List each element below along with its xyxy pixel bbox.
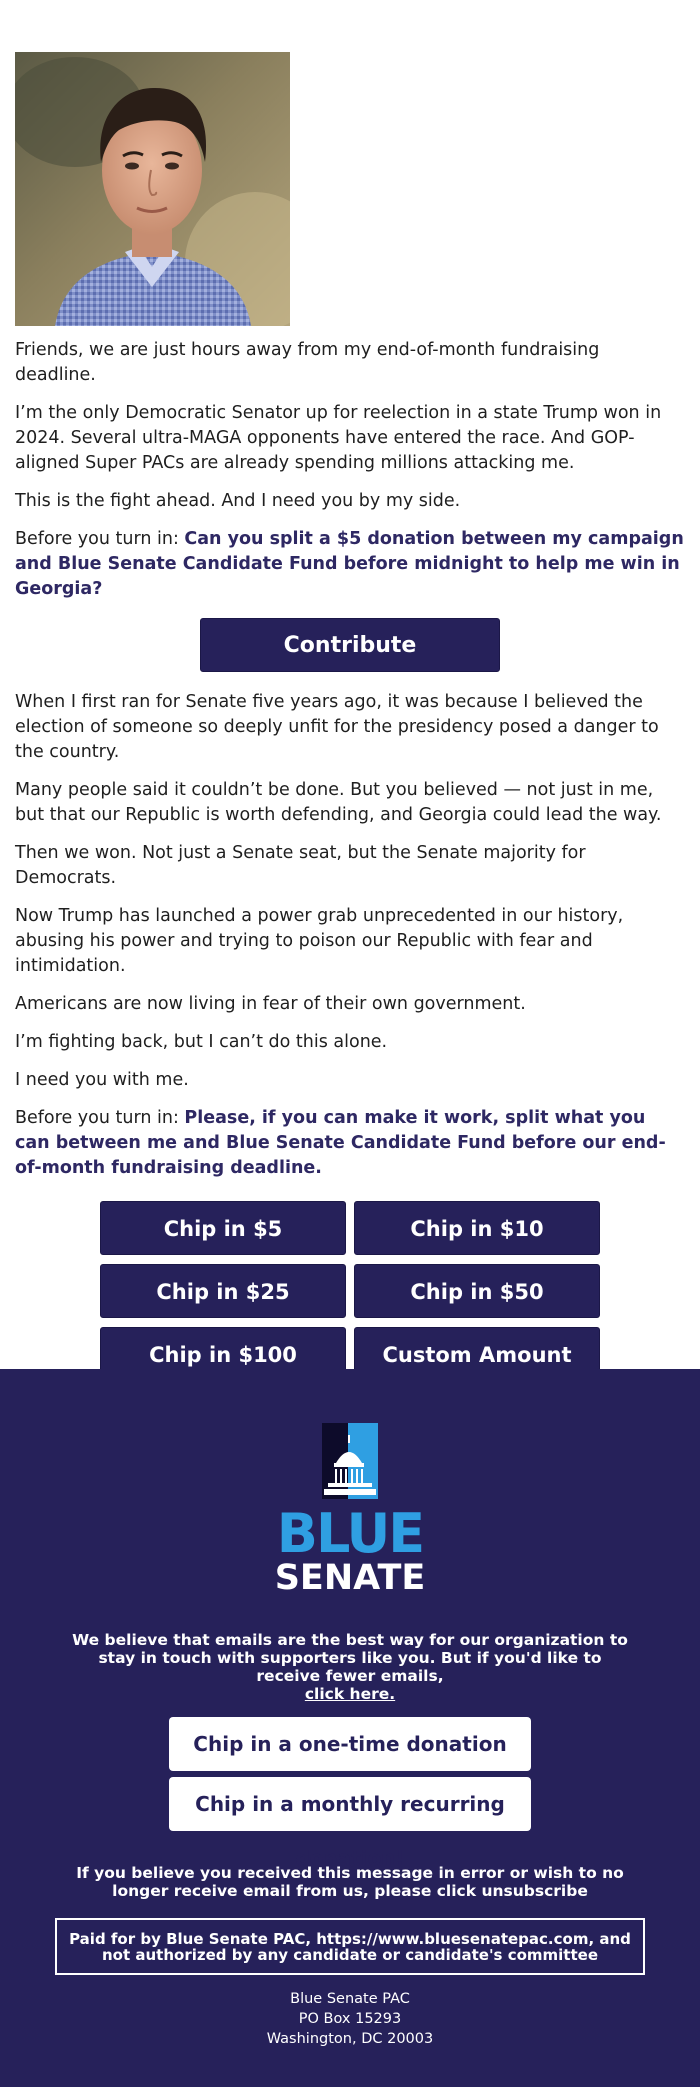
paragraph: Friends, we are just hours away from my end-of-month fundraising deadline. [15, 340, 600, 385]
address-line: PO Box 15293 [298, 2011, 402, 2027]
paragraph: When I first ran for Senate five years ago, it was because I believed the election of someone so deeply unfit for the presidency posed a danger to the country. [15, 692, 659, 762]
chip-100-button[interactable]: Chip in $100 [100, 1327, 346, 1381]
paragraph: I need you with me. [15, 1070, 189, 1090]
split-donation-link[interactable]: Please, if you can make it work, split what you can between me and Blue Senate Candidate Fund before our end-of-month fundraising deadline. [15, 1108, 666, 1178]
paragraph-lead: Before you turn in: [15, 529, 185, 549]
paragraph: I’m the only Democratic Senator up for reelection in a state Trump won in 2024. Several ultra-MAGA opponents have entered the race. And GOP-aligned Super PACs are already spending millions attacking me. [15, 403, 662, 473]
address-line: Washington, DC 20003 [266, 2031, 434, 2047]
chip-5-button[interactable]: Chip in $5 [100, 1201, 346, 1255]
logo-word-blue: BLUE [276, 1502, 424, 1565]
candidate-photo [15, 52, 290, 326]
contribute-button[interactable]: Contribute [200, 618, 500, 672]
blue-senate-logo [270, 1421, 430, 1597]
paragraph [15, 1106, 685, 1181]
chip-10-button[interactable]: Chip in $10 [354, 1201, 600, 1255]
footer [0, 1369, 700, 2087]
contribute-wrap [15, 618, 685, 672]
chip-amount-grid [100, 1201, 600, 1381]
unsubscribe-notice[interactable]: If you believe you received this message in error or wish to no longer receive email from us, please click unsubscribe [76, 1864, 624, 1900]
paragraph: Americans are now living in fear of their own government. [15, 994, 526, 1014]
paragraph: I’m fighting back, but I can’t do this alone. [15, 1032, 388, 1052]
custom-amount-button[interactable]: Custom Amount [354, 1327, 600, 1381]
mailing-address [0, 1989, 700, 2049]
capitol-icon [320, 1421, 380, 1501]
one-time-donation-button[interactable]: Chip in a one-time donation [169, 1717, 531, 1771]
paragraph-lead: Before you turn in: [15, 1108, 185, 1128]
paragraph: Many people said it couldn’t be done. But you believed — not just in me, but that our Republic is worth defending, and Georgia could lead the way. [15, 780, 662, 825]
notice-text: We believe that emails are the best way for our organization to stay in touch with supporters like you. But if you'd like to receive fewer emails, [72, 1631, 628, 1685]
paragraph: This is the fight ahead. And I need you by my side. [15, 491, 461, 511]
paragraph: Then we won. Not just a Senate seat, but the Senate majority for Democrats. [15, 843, 586, 888]
paragraph: Now Trump has launched a power grab unprecedented in our history, abusing his power and trying to poison our Republic with fear and intimidation. [15, 906, 624, 976]
chip-50-button[interactable]: Chip in $50 [354, 1264, 600, 1318]
monthly-donation-button[interactable]: Chip in a monthly recurring donation! [169, 1777, 531, 1831]
paragraph [15, 527, 685, 602]
chip-25-button[interactable]: Chip in $25 [100, 1264, 346, 1318]
donation-ask-link[interactable]: Can you split a $5 donation between my campaign and Blue Senate Candidate Fund before midnight to help me win in Georgia? [15, 529, 684, 599]
fewer-emails-link[interactable]: click here. [304, 1685, 396, 1703]
email-frequency-notice [70, 1631, 630, 1703]
logo-word-senate: SENATE [274, 1558, 426, 1598]
address-line: Blue Senate PAC [290, 1991, 410, 2007]
paid-for-disclaimer: Paid for by Blue Senate PAC, https://www.bluesenatepac.com, and not authorized by any candidate or candidate's committee [55, 1918, 645, 1975]
